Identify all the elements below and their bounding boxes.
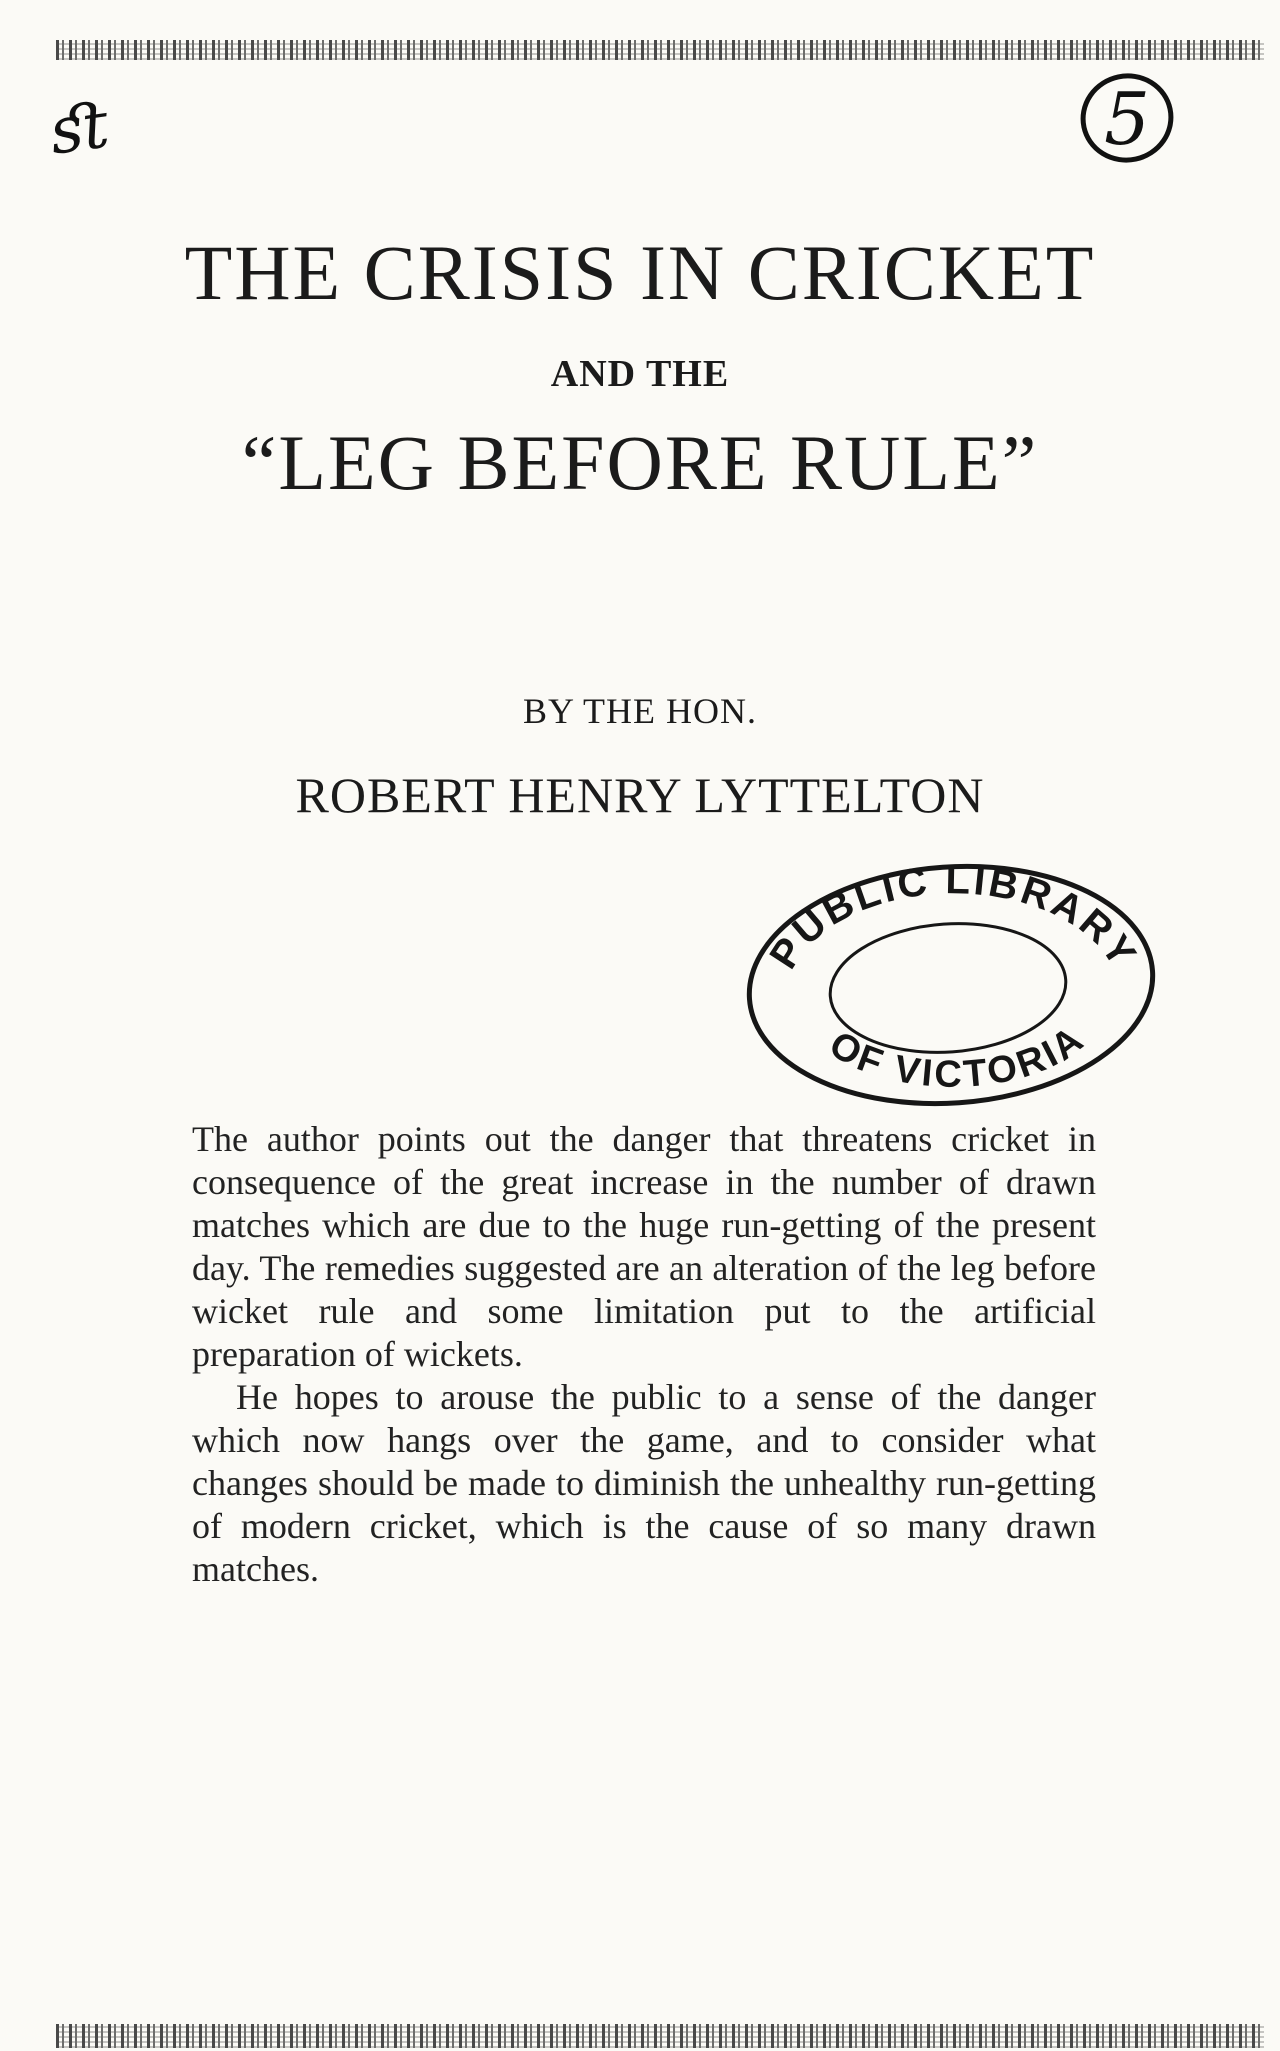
library-stamp: [736, 850, 1166, 1120]
abstract: [192, 1118, 1096, 1591]
handwritten-mark-left: [45, 88, 113, 169]
abstract-paragraph-1: The author points out the danger that threatens cricket in consequence of the great increase in the number of drawn matches which are due to the huge run-getting of the present day. The remedies suggested are an alteration of the leg before wicket rule and some limitation put to the artificial preparation of wickets.: [192, 1119, 1096, 1374]
top-ornamental-border: [56, 40, 1264, 60]
document-subtitle: “LEG BEFORE RULE”: [241, 419, 1039, 506]
circled-number-text: 5: [1104, 77, 1150, 161]
byline: BY THE HON.: [523, 691, 757, 731]
abstract-paragraph-2: He hopes to arouse the public to a sense of the danger which now hangs over the game, and to consider what changes should be made to diminish the unhealthy run-getting of modern cricket, which is the cause of so many drawn matches.: [192, 1377, 1096, 1589]
subtitle-connector: AND THE: [550, 353, 730, 395]
author-name: ROBERT HENRY LYTTELTON: [295, 767, 985, 823]
stamp-bottom-text: OF VICTORIA: [821, 1017, 1093, 1096]
svg-text:PUBLIC LIBRARY: [761, 858, 1145, 976]
stamp-top-text: PUBLIC LIBRARY: [761, 858, 1146, 977]
document-title: THE CRISIS IN CRICKET: [184, 229, 1096, 316]
bottom-ornamental-border: [56, 2024, 1264, 2048]
handwritten-circled-number: [1072, 60, 1182, 170]
handwritten-mark-left-text: ﬆ: [45, 88, 114, 170]
